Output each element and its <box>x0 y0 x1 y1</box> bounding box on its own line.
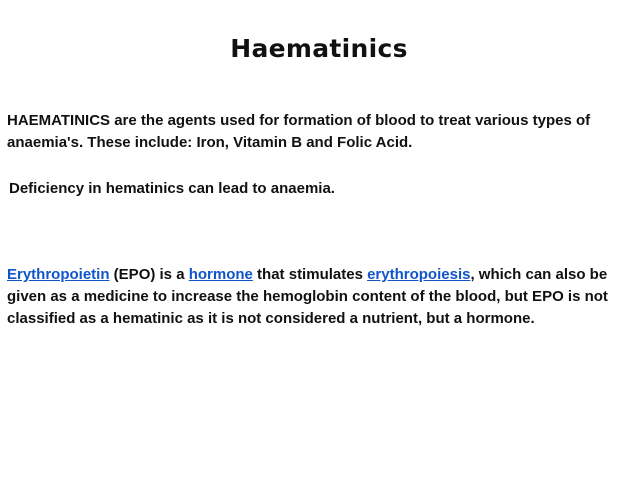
deficiency-paragraph: Deficiency in hematinics can lead to anaemia. <box>9 180 335 197</box>
epo-paragraph <box>7 264 617 330</box>
definition-paragraph: HAEMATINICS are the agents used for formation of blood to treat various types of anaemia's. These include: Iron, Vitamin B and Folic Acid. <box>7 112 591 151</box>
epo-text-c: , which can also be given as a medicine to increase the hemoglobin content of the blood, but EPO is not classified as a hematinic as it is not considered a nutrient, but a hormone. <box>7 266 608 327</box>
epo-text-b: that stimulates <box>252 266 368 283</box>
slide-title: Haematinics <box>230 34 408 63</box>
epo-text-a: (EPO) is a <box>109 266 189 283</box>
hormone-link[interactable]: hormone <box>188 266 253 283</box>
erythropoiesis-link[interactable]: erythropoiesis <box>367 266 471 283</box>
erythropoietin-link[interactable]: Erythropoietin <box>7 266 110 283</box>
